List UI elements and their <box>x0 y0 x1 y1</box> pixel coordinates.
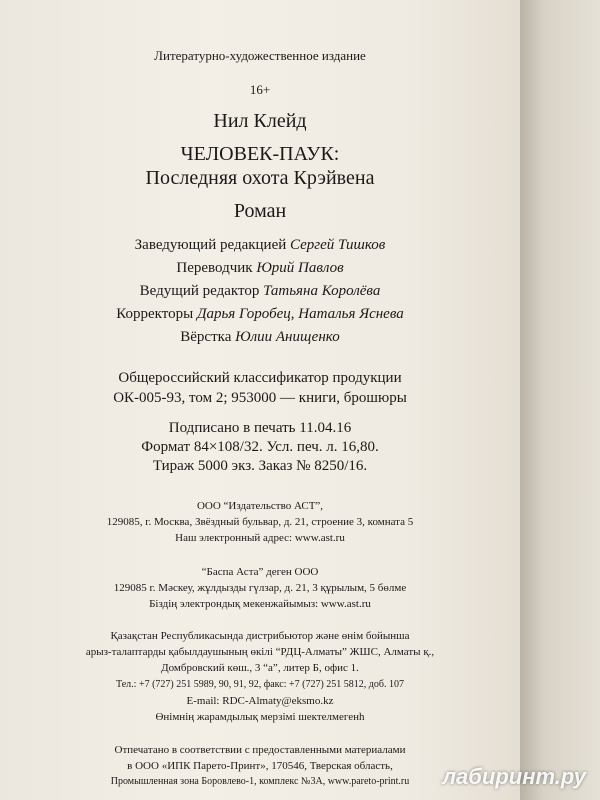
credit-role: Корректоры <box>116 306 194 322</box>
credit-person: Татьяна Королёва <box>263 283 381 299</box>
print-info-line: Тираж 5000 экз. Заказ № 8250/16. <box>152 458 368 474</box>
credit-role: Заведующий редакцией <box>134 237 287 253</box>
publisher-line: 129085, г. Москва, Звёздный бульвар, д. 21, строение 3, комната 5 <box>106 516 414 528</box>
kz-publisher-line: 129085 г. Мәскеу, жұлдызды гүлзар, д. 21, 3 құрылым, 5 бөлме <box>113 582 407 594</box>
printer-line: Промышленная зона Боровлево-1, комплекс №3А, www.pareto-print.ru <box>110 776 410 787</box>
page-edge <box>520 0 600 800</box>
kz-publisher-line: “Баспа Аста” деген ООО <box>201 566 319 578</box>
kz-publisher-line: Біздің электрондық мекенжайымыз: www.ast.ru <box>149 598 371 610</box>
credit-line <box>0 237 520 254</box>
age-rating: 16+ <box>249 82 271 97</box>
kz-distributor-line: Қазақстан Республикасында дистрибьютор және өнім бойынша <box>110 630 410 642</box>
printer-line: в ООО «ИПК Парето-Принт», 170546, Тверская область, <box>127 760 393 772</box>
credit-person: Юрий Павлов <box>256 260 344 276</box>
classifier-line: ОК-005-93, том 2; 953000 — книги, брошюры <box>113 390 407 406</box>
print-info-line: Формат 84×108/32. Усл. печ. л. 16,80. <box>141 439 379 455</box>
credit-line <box>0 329 520 346</box>
edition-type: Литературно-художественное издание <box>154 48 366 63</box>
credit-person: Дарья Горобец, Наталья Яснева <box>196 306 404 322</box>
author-name: Нил Клейд <box>213 110 307 132</box>
credit-person: Сергей Тишков <box>290 237 386 253</box>
credit-role: Ведущий редактор <box>139 283 260 299</box>
credit-line <box>0 306 520 323</box>
classifier-line: Общероссийский классификатор продукции <box>118 370 402 386</box>
publisher-line: Наш электронный адрес: www.ast.ru <box>175 532 345 544</box>
print-info-line: Подписано в печать 11.04.16 <box>168 420 352 436</box>
book-genre: Роман <box>233 200 287 222</box>
credit-line <box>0 260 520 277</box>
credit-line <box>0 283 520 300</box>
book-subtitle: Последняя охота Крэйвена <box>145 167 375 189</box>
book-title: ЧЕЛОВЕК-ПАУК: <box>180 143 340 165</box>
kz-distributor-line: E-mail: RDC-Almaty@eksmo.kz <box>186 695 334 707</box>
kz-distributor-line: Домбровский көш., 3 “а”, литер Б, офис 1. <box>161 662 359 674</box>
publisher-line: ООО “Издательство АСТ”, <box>196 500 324 512</box>
kz-distributor-line: Өнімнің жарамдылық мерзімі шектелмегенһ <box>155 711 365 723</box>
watermark-logo: лабиринт.ру <box>442 764 586 789</box>
kz-distributor-line: Тел.: +7 (727) 251 5989, 90, 91, 92, факс: +7 (727) 251 5812, доб. 107 <box>116 679 404 690</box>
kz-distributor-line: арыз-талаптарды қабылдаушының өкілі “РДЦ-Алматы” ЖШС, Алматы қ., <box>85 646 435 658</box>
credit-role: Вёрстка <box>180 329 232 345</box>
credit-person: Юлии Анищенко <box>235 329 340 345</box>
printer-line: Отпечатано в соответствии с предоставленными материалами <box>114 744 406 756</box>
credit-role: Переводчик <box>176 260 253 276</box>
